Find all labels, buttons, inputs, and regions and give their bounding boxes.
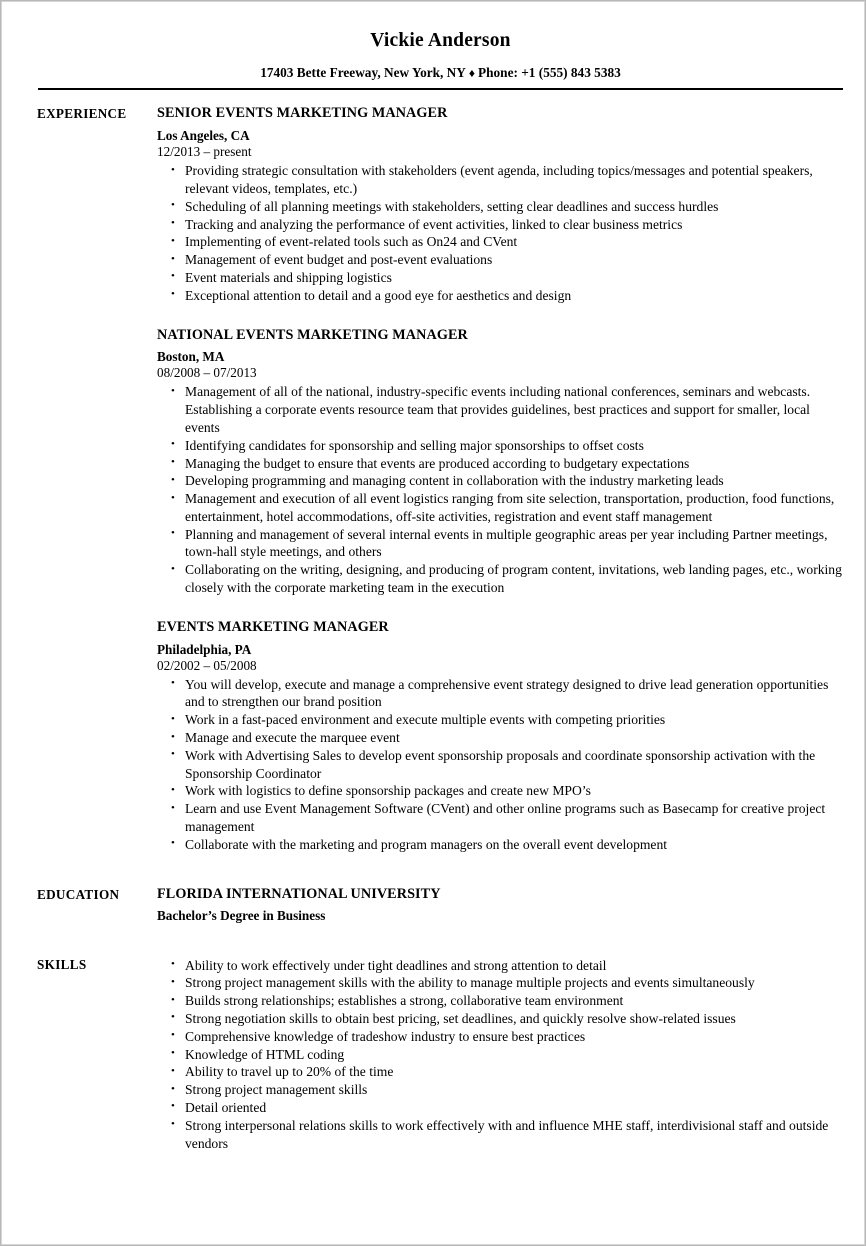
job-bullet: • Work with logistics to define sponsorship packages and create new MPO’s	[157, 782, 844, 800]
job-title: EVENTS MARKETING MANAGER	[157, 618, 389, 635]
job-bullet: • Planning and management of several internal events in multiple geographic areas per year including Partner meetings, town-hall style meetings, and others	[157, 526, 844, 562]
job-dates: 02/2002 – 05/2008	[157, 657, 257, 673]
skill-bullet: • Strong negotiation skills to obtain best pricing, set deadlines, and quickly resolve show-related issues	[157, 1010, 844, 1028]
job-bullet: • Managing the budget to ensure that events are produced according to budgetary expectations	[157, 455, 844, 473]
candidate-name: Vickie Anderson	[370, 30, 511, 51]
candidate-contact-line	[37, 65, 844, 81]
resume-page-inner	[1, 1, 865, 1245]
experience-entries	[157, 105, 844, 853]
candidate-phone: Phone: +1 (555) 843 5383	[478, 65, 621, 81]
job-dates: 12/2013 – present	[157, 144, 252, 160]
job-bullet: • Manage and execute the marquee event	[157, 729, 844, 747]
job-bullet: • Providing strategic consultation with stakeholders (event agenda, including topics/messages and potential speakers, relevant videos, templates, etc.)	[157, 162, 844, 198]
degree-name: Bachelor’s Degree in Business	[157, 908, 326, 924]
job-bullet: • Scheduling of all planning meetings with stakeholders, setting clear deadlines and success hurdles	[157, 198, 844, 216]
skill-bullet: • Strong project management skills	[157, 1081, 844, 1099]
skill-bullet: • Comprehensive knowledge of tradeshow industry to ensure best practices	[157, 1028, 844, 1046]
experience-entry	[157, 327, 844, 597]
job-bullet: • Developing programming and managing content in collaboration with the industry marketing leads	[157, 472, 844, 490]
education-entry	[157, 886, 844, 925]
job-bullet: • Management and execution of all event logistics ranging from site selection, transportation, production, food functions, entertainment, hotel accommodations, off-site activities, registration and event staff management	[157, 490, 844, 526]
skill-bullet: • Strong project management skills with the ability to manage multiple projects and events simultaneously	[157, 974, 844, 992]
diamond-separator-icon: ♦	[468, 66, 476, 81]
candidate-address: 17403 Bette Freeway, New York, NY	[260, 65, 466, 81]
header-divider	[38, 88, 843, 90]
experience-entry	[157, 619, 844, 854]
skills-bullet-list	[157, 957, 844, 1153]
section-skills	[37, 956, 844, 1153]
job-bullet-list	[157, 383, 844, 597]
job-dates: 08/2008 – 07/2013	[157, 365, 257, 381]
job-bullet: • Implementing of event-related tools such as On24 and CVent	[157, 233, 844, 251]
skill-bullet: • Detail oriented	[157, 1099, 844, 1117]
job-location: Philadelphia, PA	[157, 641, 252, 657]
resume-header	[37, 29, 844, 90]
section-label-experience: EXPERIENCE	[37, 106, 127, 122]
skill-bullet: • Strong interpersonal relations skills to work effectively with and influence MHE staff, interdivisional staff and outside vendors	[157, 1117, 844, 1153]
job-bullet: • Exceptional attention to detail and a good eye for aesthetics and design	[157, 287, 844, 305]
job-bullet: • Identifying candidates for sponsorship and selling major sponsorships to offset costs	[157, 437, 844, 455]
job-bullet-list	[157, 676, 844, 854]
job-bullet: • Event materials and shipping logistics	[157, 269, 844, 287]
skill-bullet: • Knowledge of HTML coding	[157, 1046, 844, 1064]
job-bullet: • Work in a fast-paced environment and execute multiple events with competing priorities	[157, 711, 844, 729]
job-title: NATIONAL EVENTS MARKETING MANAGER	[157, 326, 468, 343]
section-label-education: EDUCATION	[37, 886, 120, 902]
skill-bullet: • Builds strong relationships; establishes a strong, collaborative team environment	[157, 992, 844, 1010]
job-bullet: • Management of event budget and post-event evaluations	[157, 251, 844, 269]
section-education	[37, 886, 844, 925]
job-bullet: • Collaborating on the writing, designing, and producing of program content, invitations, web landing pages, etc., working closely with the corporate marketing team in the execution	[157, 561, 844, 597]
section-label-skills: SKILLS	[37, 956, 87, 972]
education-entries	[157, 886, 844, 925]
job-bullet: • Management of all of the national, industry-specific events including national conferences, seminars and webcasts. Establishing a corporate events resource team that provides guidelines, best practices and support for smaller, local events	[157, 383, 844, 436]
job-bullet: • You will develop, execute and manage a comprehensive event strategy designed to drive lead generation opportunities and to strengthen our brand position	[157, 676, 844, 712]
skill-bullet: • Ability to travel up to 20% of the time	[157, 1063, 844, 1081]
job-bullet-list	[157, 162, 844, 304]
job-bullet: • Collaborate with the marketing and program managers on the overall event development	[157, 836, 844, 854]
job-location: Boston, MA	[157, 349, 225, 365]
job-bullet: • Tracking and analyzing the performance of event activities, linked to clear business metrics	[157, 216, 844, 234]
job-bullet: • Learn and use Event Management Software (CVent) and other online programs such as Basecamp for creative project management	[157, 800, 844, 836]
job-title: SENIOR EVENTS MARKETING MANAGER	[157, 105, 448, 122]
experience-entry	[157, 105, 844, 304]
job-location: Los Angeles, CA	[157, 128, 250, 144]
section-experience	[37, 105, 844, 853]
job-bullet: • Work with Advertising Sales to develop event sponsorship proposals and coordinate sponsorship activation with the Sponsorship Coordinator	[157, 747, 844, 783]
school-name: FLORIDA INTERNATIONAL UNIVERSITY	[157, 885, 441, 902]
skill-bullet: • Ability to work effectively under tight deadlines and strong attention to detail	[157, 957, 844, 975]
skills-entries	[157, 956, 844, 1153]
